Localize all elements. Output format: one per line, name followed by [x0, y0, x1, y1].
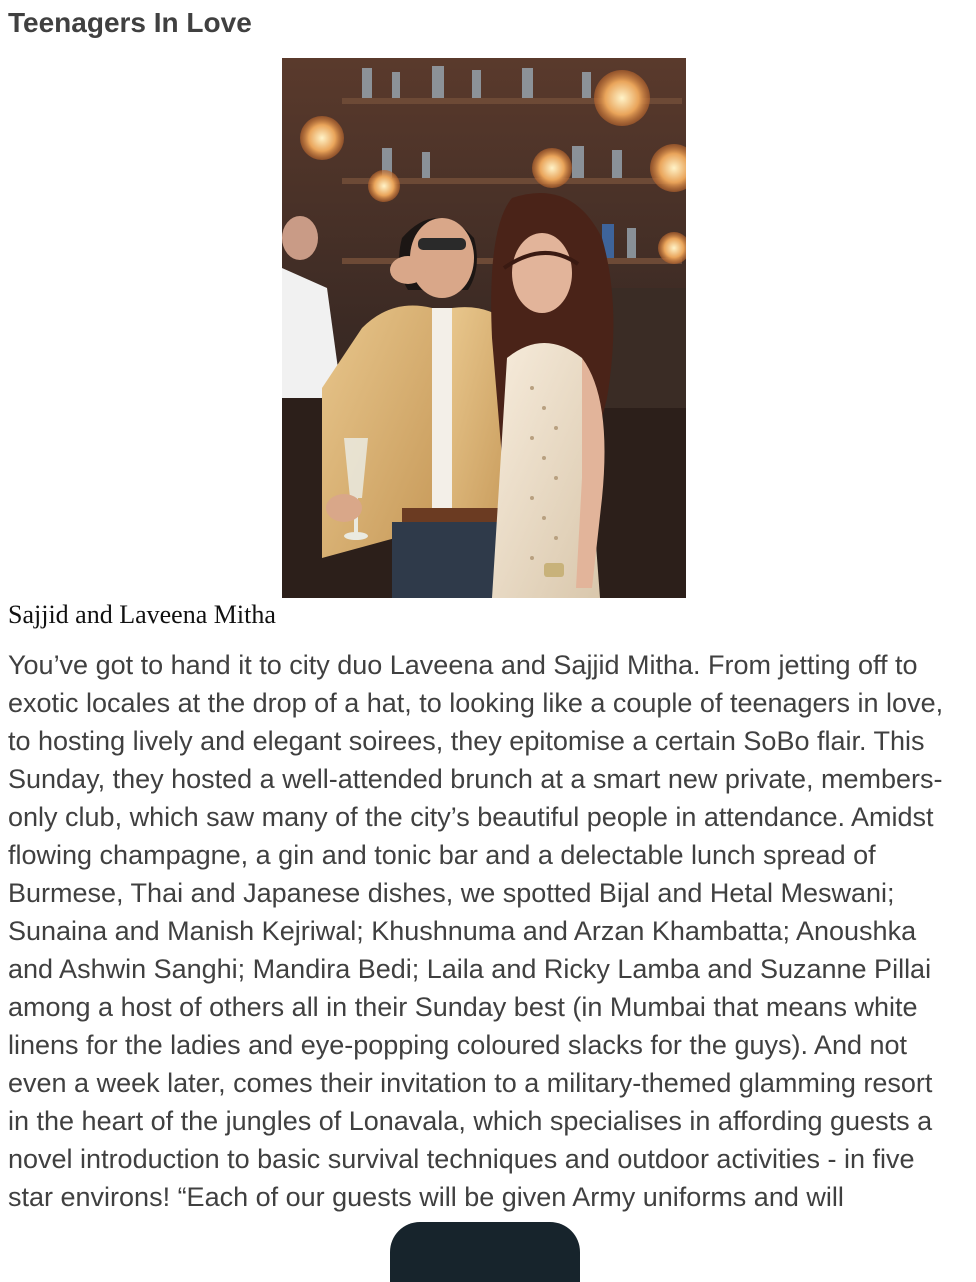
photo-caption: Sajjid and Laveena Mitha	[8, 600, 276, 629]
article	[8, 0, 958, 40]
floating-action-button[interactable]	[390, 1222, 580, 1282]
photo-image	[282, 58, 686, 598]
article-title: Teenagers In Love	[8, 7, 252, 38]
article-body: You’ve got to hand it to city duo Laveena and Sajjid Mitha. From jetting off to exotic locales at the drop of a hat, to looking like a couple of teenagers in love, to hosting lively and elegant soirees, they epitomise a certain SoBo flair. This Sunday, they hosted a well-attended brunch at a smart new private, members-only club, which saw many of the city’s beautiful people in attendance. Amidst flowing champagne, a gin and tonic bar and a delectable lunch spread of Burmese, Thai and Japanese dishes, we spotted Bijal and Hetal Meswani; Sunaina and Manish Kejriwal; Khushnuma and Arzan Khambatta; Anoushka and Ashwin Sanghi; Mandira Bedi; Laila and Ricky Lamba and Suzanne Pillai among a host of others all in their Sunday best (in Mumbai that means white linens for the ladies and eye-popping coloured slacks for the guys). And not even a week later, comes their invitation to a military-themed glamming resort in the heart of the jungles of Lonavala, which specialises in affording guests a novel introduction to basic survival techniques and outdoor activities - in five star environs! “Each of our guests will be given Army uniforms and will	[8, 650, 944, 1212]
article-photo	[282, 58, 686, 598]
